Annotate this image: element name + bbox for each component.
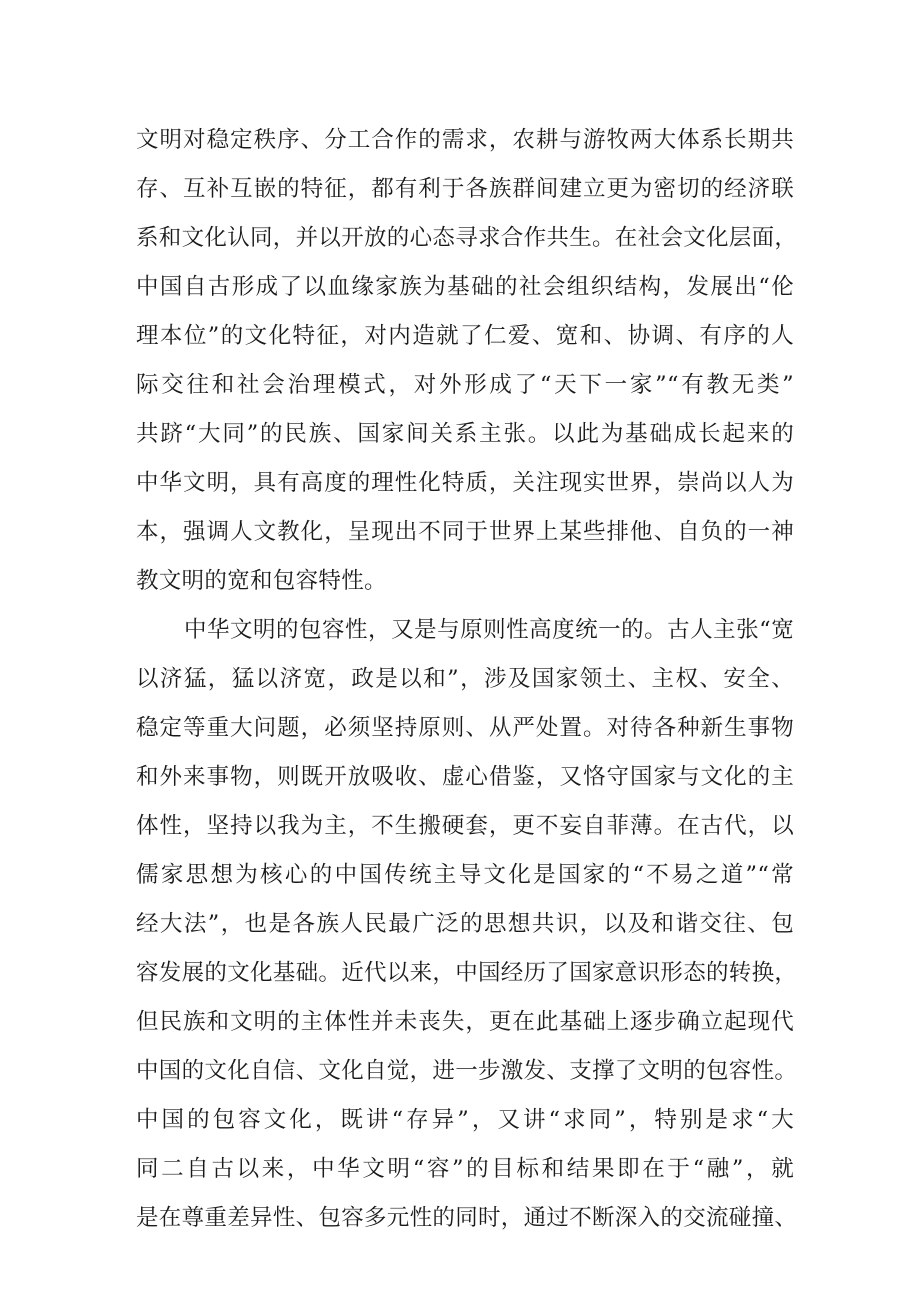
- text-line: 中国的文化自信、文化自觉，进一步激发、支撑了文明的包容性。: [136, 1058, 798, 1084]
- text-line: 同二自古以来，中华文明“容”的目标和结果即在于“融”，就: [136, 1156, 794, 1182]
- text-line: 是在尊重差异性、包容多元性的同时，通过不断深入的交流碰撞、: [136, 1205, 798, 1231]
- text-line: 教文明的宽和包容特性。: [136, 568, 387, 594]
- text-line: 儒家思想为核心的中国传统主导文化是国家的“不易之道”“常: [136, 862, 794, 888]
- text-line: 稳定等重大问题，必须坚持原则、从严处置。对待各种新生事物: [136, 715, 794, 741]
- text-line: 中国自古形成了以血缘家族为基础的社会组织结构，发展出“伦: [136, 274, 794, 300]
- text-line: 文明对稳定秩序、分工合作的需求，农耕与游牧两大体系长期共: [136, 127, 794, 153]
- text-line: 体性，坚持以我为主，不生搬硬套，更不妄自菲薄。在古代，以: [136, 813, 794, 839]
- text-line: 共跻“大同”的民族、国家间关系主张。以此为基础成长起来的: [136, 421, 794, 447]
- text-line: 存、互补互嵌的特征，都有利于各族群间建立更为密切的经济联: [136, 176, 794, 202]
- document-body: [136, 116, 798, 1243]
- text-line: 中华文明的包容性，又是与原则性高度统一的。古人主张“宽: [184, 617, 794, 643]
- text-line: 经大法”，也是各族人民最广泛的思想共识，以及和谐交往、包: [136, 911, 794, 937]
- paragraph-2: [136, 606, 798, 1243]
- text-line: 理本位”的文化特征，对内造就了仁爱、宽和、协调、有序的人: [136, 323, 794, 349]
- text-line: 本，强调人文教化，呈现出不同于世界上某些排他、自负的一神: [136, 519, 794, 545]
- text-line: 以济猛，猛以济宽，政是以和”，涉及国家领土、主权、安全、: [136, 666, 794, 692]
- text-line: 中国的包容文化，既讲“存异”，又讲“求同”，特别是求“大: [136, 1107, 794, 1133]
- text-line: 中华文明，具有高度的理性化特质，关注现实世界，崇尚以人为: [136, 470, 794, 496]
- text-line: 但民族和文明的主体性并未丧失，更在此基础上逐步确立起现代: [136, 1009, 794, 1035]
- paragraph-1: [136, 116, 798, 606]
- text-line: 和外来事物，则既开放吸收、虚心借鉴，又恪守国家与文化的主: [136, 764, 794, 790]
- text-line: 际交往和社会治理模式，对外形成了“天下一家”“有教无类”: [136, 372, 794, 398]
- text-line: 系和文化认同，并以开放的心态寻求合作共生。在社会文化层面，: [136, 225, 798, 251]
- text-line: 容发展的文化基础。近代以来，中国经历了国家意识形态的转换，: [136, 960, 798, 986]
